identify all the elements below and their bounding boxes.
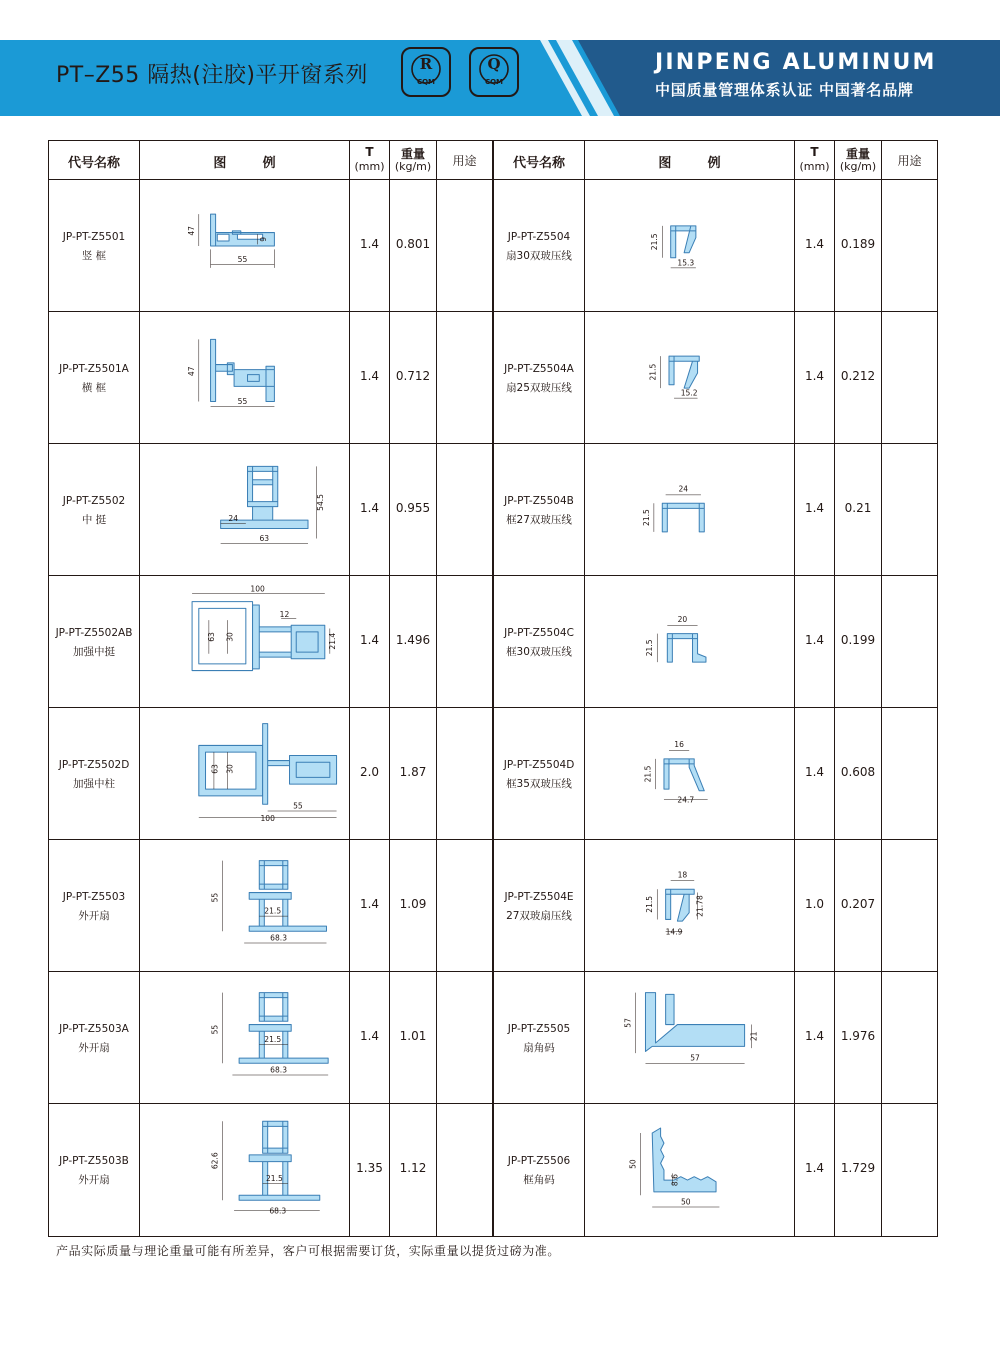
frame-profile-icon — [140, 180, 350, 312]
weight-cell — [390, 1104, 437, 1236]
product-code: JP-PT-Z5506 — [507, 1155, 571, 1167]
header-usage: 用途 — [452, 154, 477, 168]
dimension-label: 24 — [228, 513, 239, 523]
transom-profile-icon — [140, 312, 350, 444]
product-name: 27双玻扇压线 — [506, 910, 572, 922]
profile-shape — [263, 724, 337, 805]
code-cell — [49, 972, 140, 1103]
dimension-label: 63 — [259, 534, 270, 544]
dimension-label: 14.9 — [665, 927, 683, 937]
usage-cell — [882, 576, 937, 707]
thickness-value: 1.4 — [359, 237, 380, 251]
dimension-label: 55 — [237, 397, 248, 407]
dimension-label: 21.5 — [643, 765, 653, 783]
header-thickness: T — [365, 145, 374, 159]
figure-cell — [585, 180, 795, 311]
table-row — [494, 444, 937, 576]
weight-cell — [835, 444, 882, 575]
weight-value: 1.01 — [399, 1029, 427, 1043]
weight-value: 1.12 — [399, 1161, 427, 1175]
figure-cell — [140, 972, 350, 1103]
figure-cell — [140, 1104, 350, 1236]
header-code: 代号名称 — [512, 156, 565, 171]
product-code: JP-PT-Z5502AB — [55, 627, 133, 639]
usage-cell — [437, 708, 492, 839]
weight-value: 0.955 — [395, 501, 431, 515]
code-cell — [49, 312, 140, 443]
dimension-label: 18 — [677, 870, 688, 880]
code-cell — [494, 708, 585, 839]
dimension-label: 63 — [206, 632, 216, 642]
weight-value: 1.976 — [840, 1029, 876, 1043]
dimension-label: 21.5 — [264, 1035, 282, 1045]
sash-profile-icon — [140, 1104, 350, 1236]
profile-shape — [662, 503, 704, 532]
dimension-label: 21.5 — [264, 906, 282, 916]
thickness-value: 1.4 — [804, 501, 825, 515]
usage-cell — [882, 840, 937, 971]
dimension-label: 55 — [237, 254, 248, 264]
weight-value: 0.207 — [840, 897, 876, 911]
product-name: 扇25双玻压线 — [506, 382, 572, 394]
profile-table-right — [493, 140, 938, 1237]
dimension-label: 63 — [210, 764, 220, 774]
page-title: PT–Z55 隔热(注胶)平开窗系列 — [56, 63, 368, 88]
profile-shape — [645, 993, 744, 1052]
table-row — [49, 1104, 492, 1236]
product-name: 横 框 — [81, 382, 107, 394]
weight-value: 0.608 — [840, 765, 876, 779]
figure-cell — [585, 576, 795, 707]
dimension-label: 57 — [623, 1018, 633, 1028]
weight-cell — [835, 1104, 882, 1236]
cert-badge-letter: R — [419, 55, 433, 73]
profile-shape — [664, 759, 704, 791]
glazing-bead-icon — [585, 576, 795, 708]
sash-profile-icon — [140, 840, 350, 972]
cert-badge-r — [401, 47, 451, 97]
product-code: JP-PT-Z5504 — [507, 231, 571, 243]
usage-cell — [882, 444, 937, 575]
weight-value: 1.87 — [399, 765, 427, 779]
usage-cell — [437, 1104, 492, 1236]
weight-cell — [390, 972, 437, 1103]
thickness-value: 1.4 — [359, 633, 380, 647]
weight-cell — [835, 972, 882, 1103]
code-cell — [49, 840, 140, 971]
thickness-cell — [795, 312, 835, 443]
product-name: 框角码 — [523, 1174, 555, 1186]
usage-cell — [882, 972, 937, 1103]
usage-cell — [437, 444, 492, 575]
table-header — [49, 141, 492, 180]
mullion-profile-icon — [140, 444, 350, 576]
product-code: JP-PT-Z5502D — [58, 759, 130, 771]
figure-cell — [140, 180, 350, 311]
glazing-bead-icon — [585, 312, 795, 444]
product-name: 外开扇 — [78, 910, 110, 922]
figure-cell — [585, 708, 795, 839]
dimension-label: 21 — [749, 1031, 759, 1042]
table-row — [494, 312, 937, 444]
dimension-label: 55 — [293, 801, 303, 811]
dimension-label: 21.5 — [645, 639, 655, 657]
dimension-label: 24 — [678, 484, 689, 494]
reinforced-mullion-profile-icon — [140, 576, 350, 708]
profile-shape — [666, 889, 695, 921]
dimension-label: 21.78 — [695, 895, 705, 917]
thickness-cell — [350, 576, 390, 707]
glazing-bead-icon — [585, 180, 795, 312]
cert-badge-label: CQM — [484, 78, 504, 86]
code-cell — [49, 576, 140, 707]
usage-cell — [882, 312, 937, 443]
dimension-label: 100 — [260, 814, 275, 824]
dimension-label: 57 — [690, 1053, 700, 1063]
header-weight: 重量 — [845, 147, 870, 161]
code-cell — [494, 972, 585, 1103]
sash-corner-key-icon — [585, 972, 795, 1104]
figure-cell — [585, 972, 795, 1103]
table-row — [49, 576, 492, 708]
header-thickness: T — [810, 145, 819, 159]
dimension-label: 30 — [225, 764, 235, 774]
product-code: JP-PT-Z5504D — [503, 759, 575, 771]
product-code: JP-PT-Z5504C — [504, 627, 574, 639]
thickness-value: 1.4 — [804, 237, 825, 251]
frame-corner-key-icon — [585, 1104, 795, 1236]
dimension-label: 55 — [210, 1024, 220, 1035]
table-row — [49, 312, 492, 444]
weight-cell — [835, 180, 882, 311]
thickness-cell — [350, 312, 390, 443]
weight-cell — [390, 840, 437, 971]
thickness-value: 1.4 — [804, 369, 825, 383]
weight-value: 0.199 — [840, 633, 876, 647]
dimension-label: 50 — [680, 1197, 691, 1207]
brand-name: JINPENG ALUMINUM — [655, 50, 937, 75]
figure-cell — [140, 444, 350, 575]
profile-table-left — [48, 140, 493, 1237]
weight-cell — [390, 708, 437, 839]
thickness-cell — [795, 180, 835, 311]
weight-cell — [390, 180, 437, 311]
figure-cell — [140, 840, 350, 971]
thickness-cell — [350, 180, 390, 311]
weight-value: 1.496 — [395, 633, 431, 647]
dimension-label: 100 — [250, 584, 265, 594]
dimension-label: 15.2 — [680, 388, 698, 398]
usage-cell — [882, 180, 937, 311]
table-row — [49, 708, 492, 840]
weight-cell — [390, 312, 437, 443]
cert-badge-letter: Q — [487, 55, 501, 73]
cert-badge-label: CQM — [416, 78, 436, 86]
product-code: JP-PT-Z5505 — [507, 1023, 571, 1035]
thickness-cell — [350, 444, 390, 575]
dimension-label: 9 — [259, 236, 268, 242]
weight-value: 0.21 — [844, 501, 872, 515]
weight-value: 0.212 — [840, 369, 876, 383]
dimension-label: 30 — [225, 632, 235, 642]
product-code: JP-PT-Z5503B — [59, 1155, 129, 1167]
profile-shape — [239, 993, 328, 1064]
dimension-label: 55 — [210, 892, 220, 903]
weight-cell — [835, 708, 882, 839]
thickness-value: 1.4 — [359, 897, 380, 911]
code-cell — [49, 708, 140, 839]
weight-cell — [835, 312, 882, 443]
table-row — [494, 576, 937, 708]
weight-cell — [390, 576, 437, 707]
usage-cell — [437, 312, 492, 443]
profile-shape — [249, 861, 326, 932]
dimension-label: 68.3 — [270, 1065, 288, 1075]
product-name: 外开扇 — [78, 1174, 110, 1186]
thickness-cell — [795, 576, 835, 707]
product-code: JP-PT-Z5501 — [62, 231, 126, 243]
table-row — [494, 840, 937, 972]
header-weight: 重量 — [400, 147, 425, 161]
profile-shape — [192, 602, 252, 671]
thickness-cell — [350, 840, 390, 971]
product-name: 框27双玻压线 — [506, 514, 572, 526]
product-name: 加强中柱 — [73, 778, 115, 790]
dimension-label: 21.5 — [641, 509, 651, 526]
weight-value: 0.712 — [395, 369, 431, 383]
header-code: 代号名称 — [67, 156, 120, 171]
thickness-value: 1.35 — [356, 1161, 383, 1175]
profile-shape — [211, 339, 275, 401]
usage-cell — [437, 180, 492, 311]
table-row — [49, 180, 492, 312]
product-code: JP-PT-Z5504A — [504, 363, 574, 375]
thickness-value: 1.0 — [804, 897, 825, 911]
product-name: 加强中挺 — [73, 646, 115, 658]
thickness-value: 1.4 — [804, 633, 825, 647]
glazing-bead-icon — [585, 840, 795, 972]
thickness-value: 1.4 — [359, 1029, 380, 1043]
dimension-label: 21.5 — [265, 1173, 283, 1183]
table-row — [49, 972, 492, 1104]
header-weight-unit: (kg/m) — [394, 160, 432, 173]
thickness-value: 1.4 — [804, 765, 825, 779]
thickness-value: 1.4 — [359, 369, 380, 383]
glazing-bead-icon — [585, 708, 795, 840]
usage-cell — [437, 972, 492, 1103]
thickness-cell — [795, 444, 835, 575]
profile-shape — [667, 634, 706, 663]
product-name: 中 挺 — [81, 514, 107, 526]
weight-cell — [390, 444, 437, 575]
dimension-label: 47 — [186, 226, 196, 236]
dimension-label: 68.3 — [270, 933, 288, 943]
dimension-label: 21.5 — [648, 363, 658, 381]
dimension-label: 47 — [186, 366, 196, 377]
product-name: 竖 框 — [81, 250, 107, 262]
usage-cell — [882, 708, 937, 839]
thickness-cell — [795, 1104, 835, 1236]
dimension-label: 12 — [279, 609, 290, 619]
thickness-value: 1.4 — [359, 501, 380, 515]
code-cell — [494, 312, 585, 443]
usage-cell — [437, 576, 492, 707]
glazing-bead-icon — [585, 444, 795, 576]
table-row — [494, 180, 937, 312]
product-name: 框35双玻压线 — [506, 778, 572, 790]
weight-cell — [835, 840, 882, 971]
code-cell — [49, 1104, 140, 1236]
profile-shape — [669, 356, 699, 388]
product-name: 扇角码 — [523, 1042, 555, 1054]
dimension-label: 62.6 — [210, 1152, 220, 1170]
code-cell — [494, 576, 585, 707]
weight-value: 0.189 — [840, 237, 876, 251]
header-figure: 图 例 — [658, 156, 721, 171]
dimension-label: 21.4 — [327, 632, 337, 650]
table-row — [494, 708, 937, 840]
weight-value: 0.801 — [395, 237, 431, 251]
product-code: JP-PT-Z5501A — [59, 363, 129, 375]
figure-cell — [140, 576, 350, 707]
sash-profile-icon — [140, 972, 350, 1104]
footnote: 产品实际质量与理论重量可能有所差异，客户可根据需要订货，实际重量以提货过磅为准。 — [56, 1244, 561, 1258]
figure-cell — [140, 312, 350, 443]
table-row — [494, 1104, 937, 1236]
dimension-label: 20 — [677, 614, 688, 624]
thickness-cell — [350, 708, 390, 839]
product-code: JP-PT-Z5504B — [504, 495, 574, 507]
thickness-cell — [350, 972, 390, 1103]
header-usage: 用途 — [897, 154, 922, 168]
dimension-label: 15.3 — [677, 258, 695, 268]
dimension-label: 50 — [628, 1159, 638, 1169]
table-row — [49, 444, 492, 576]
header-thickness-unit: (mm) — [799, 160, 830, 173]
figure-cell — [585, 444, 795, 575]
reinforced-column-profile-icon — [140, 708, 350, 840]
dimension-label: 8.6 — [670, 1174, 680, 1187]
figure-cell — [585, 312, 795, 443]
code-cell — [494, 1104, 585, 1236]
table-row — [494, 972, 937, 1104]
product-name: 外开扇 — [78, 1042, 110, 1054]
code-cell — [494, 840, 585, 971]
thickness-cell — [795, 972, 835, 1103]
product-code: JP-PT-Z5503 — [62, 891, 126, 903]
table-row — [49, 840, 492, 972]
figure-cell — [140, 708, 350, 839]
usage-cell — [437, 840, 492, 971]
cert-badge-q — [469, 47, 519, 97]
weight-cell — [835, 576, 882, 707]
weight-value: 1.09 — [399, 897, 427, 911]
dimension-label: 16 — [674, 740, 684, 750]
product-code: JP-PT-Z5502 — [62, 495, 126, 507]
thickness-cell — [795, 840, 835, 971]
code-cell — [494, 180, 585, 311]
profile-shape — [671, 226, 696, 258]
product-code: JP-PT-Z5504E — [504, 891, 574, 903]
figure-cell — [585, 840, 795, 971]
figure-cell — [585, 1104, 795, 1236]
brand-slogan: 中国质量管理体系认证 中国著名品牌 — [655, 81, 914, 99]
thickness-cell — [350, 1104, 390, 1236]
thickness-value: 1.4 — [804, 1029, 825, 1043]
dimension-label: 68.3 — [269, 1206, 287, 1216]
product-name: 框30双玻压线 — [506, 646, 572, 658]
usage-cell — [882, 1104, 937, 1236]
code-cell — [49, 180, 140, 311]
dimension-label: 54.5 — [316, 494, 326, 511]
header-thickness-unit: (mm) — [354, 160, 385, 173]
weight-value: 1.729 — [840, 1161, 876, 1175]
dimension-label: 24.7 — [677, 795, 695, 805]
header-figure: 图 例 — [213, 156, 276, 171]
code-cell — [494, 444, 585, 575]
dimension-label: 21.5 — [650, 233, 660, 251]
thickness-cell — [795, 708, 835, 839]
profile-shape — [239, 1121, 320, 1200]
product-code: JP-PT-Z5503A — [59, 1023, 129, 1035]
product-name: 扇30双玻压线 — [506, 250, 572, 262]
profile-shape — [652, 1128, 716, 1192]
thickness-value: 2.0 — [359, 765, 380, 779]
header-weight-unit: (kg/m) — [839, 160, 877, 173]
table-header — [494, 141, 937, 180]
dimension-label: 21.5 — [645, 895, 655, 913]
code-cell — [49, 444, 140, 575]
thickness-value: 1.4 — [804, 1161, 825, 1175]
